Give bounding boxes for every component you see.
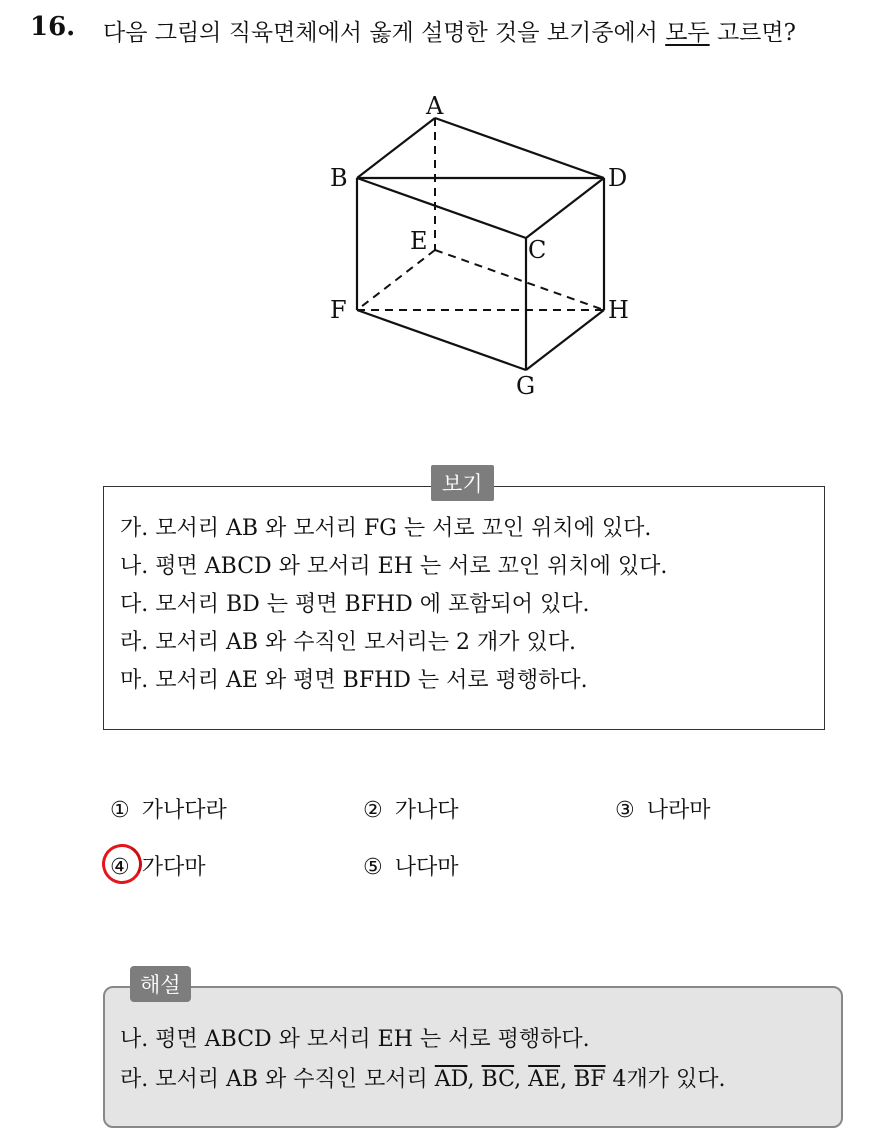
question-text-underlined: 모두 — [665, 20, 710, 46]
choice-number: ⑤ — [363, 855, 383, 880]
edge-segment-AE: $\overline{AE}$ — [528, 1067, 561, 1092]
vertex-label-H: H — [608, 296, 629, 324]
explanation-line-1: 나. 평면 ABCD 와 모서리 EH 는 서로 평행하다. — [120, 1027, 590, 1052]
question-text — [103, 14, 796, 47]
choice-number: ② — [363, 798, 383, 823]
bogi-list — [120, 510, 667, 700]
edge-EH — [435, 250, 604, 310]
separator: , — [467, 1067, 482, 1092]
bogi-tag: 보기 — [431, 465, 494, 501]
explanation-line-2 — [120, 1060, 726, 1100]
edge-segment-AD: $\overline{AD}$ — [434, 1067, 468, 1092]
edge-AD — [435, 118, 604, 178]
choice-label: 나라마 — [646, 798, 711, 823]
question-text-before: 다음 그림의 직육면체에서 옳게 설명한 것을 보기중에서 — [103, 20, 666, 46]
edge-EF — [357, 250, 435, 310]
choice-3[interactable] — [615, 793, 711, 824]
edge-BC — [357, 178, 526, 238]
edge-segment-BF: $\overline{BF}$ — [574, 1067, 606, 1092]
edge-GH — [526, 310, 604, 370]
explanation-tag: 해설 — [130, 966, 191, 1002]
choice-number: ③ — [615, 798, 635, 823]
bogi-item: 마. 모서리 AE 와 평면 BFHD 는 서로 평행하다. — [120, 668, 588, 693]
edge-segment-BC: $\overline{BC}$ — [481, 1067, 515, 1092]
choice-2[interactable] — [363, 793, 459, 824]
choice-1[interactable] — [110, 793, 227, 824]
vertex-label-G: G — [516, 372, 536, 400]
bogi-item: 가. 모서리 AB 와 모서리 FG 는 서로 꼬인 위치에 있다. — [120, 516, 652, 541]
question-text-after: 고르면? — [709, 20, 796, 46]
choice-label: 가나다 — [394, 798, 459, 823]
edge-CD — [526, 178, 604, 238]
choice-label: 나다마 — [394, 855, 459, 880]
bogi-item: 라. 모서리 AB 와 수직인 모서리는 2 개가 있다. — [120, 630, 577, 655]
answer-circle-mark — [98, 840, 147, 889]
separator: , — [514, 1067, 529, 1092]
vertex-label-A: A — [426, 92, 444, 120]
vertex-label-D: D — [608, 164, 628, 192]
vertex-label-F: F — [330, 296, 347, 324]
edge-FG — [357, 310, 526, 370]
bogi-item: 나. 평면 ABCD 와 모서리 EH 는 서로 꼬인 위치에 있다. — [120, 554, 668, 579]
choice-number: ④ — [110, 855, 130, 880]
explanation-list — [120, 1020, 726, 1100]
explanation-line-2-suffix: 4개가 있다. — [605, 1067, 726, 1092]
explanation-line-2-prefix: 라. 모서리 AB 와 수직인 모서리 — [120, 1067, 435, 1092]
question-number: 16. — [30, 12, 76, 42]
bogi-item: 다. 모서리 BD 는 평면 BFHD 에 포함되어 있다. — [120, 592, 590, 617]
vertex-label-C: C — [528, 236, 547, 264]
choice-label: 가다마 — [141, 855, 206, 880]
choice-label: 가나다라 — [141, 798, 227, 823]
separator: , — [560, 1067, 575, 1092]
cuboid-figure — [320, 82, 650, 402]
choice-number: ① — [110, 798, 130, 823]
choice-5[interactable] — [363, 850, 459, 881]
vertex-label-B: B — [330, 164, 348, 192]
vertex-label-E: E — [410, 227, 428, 255]
edge-AB — [357, 118, 435, 178]
